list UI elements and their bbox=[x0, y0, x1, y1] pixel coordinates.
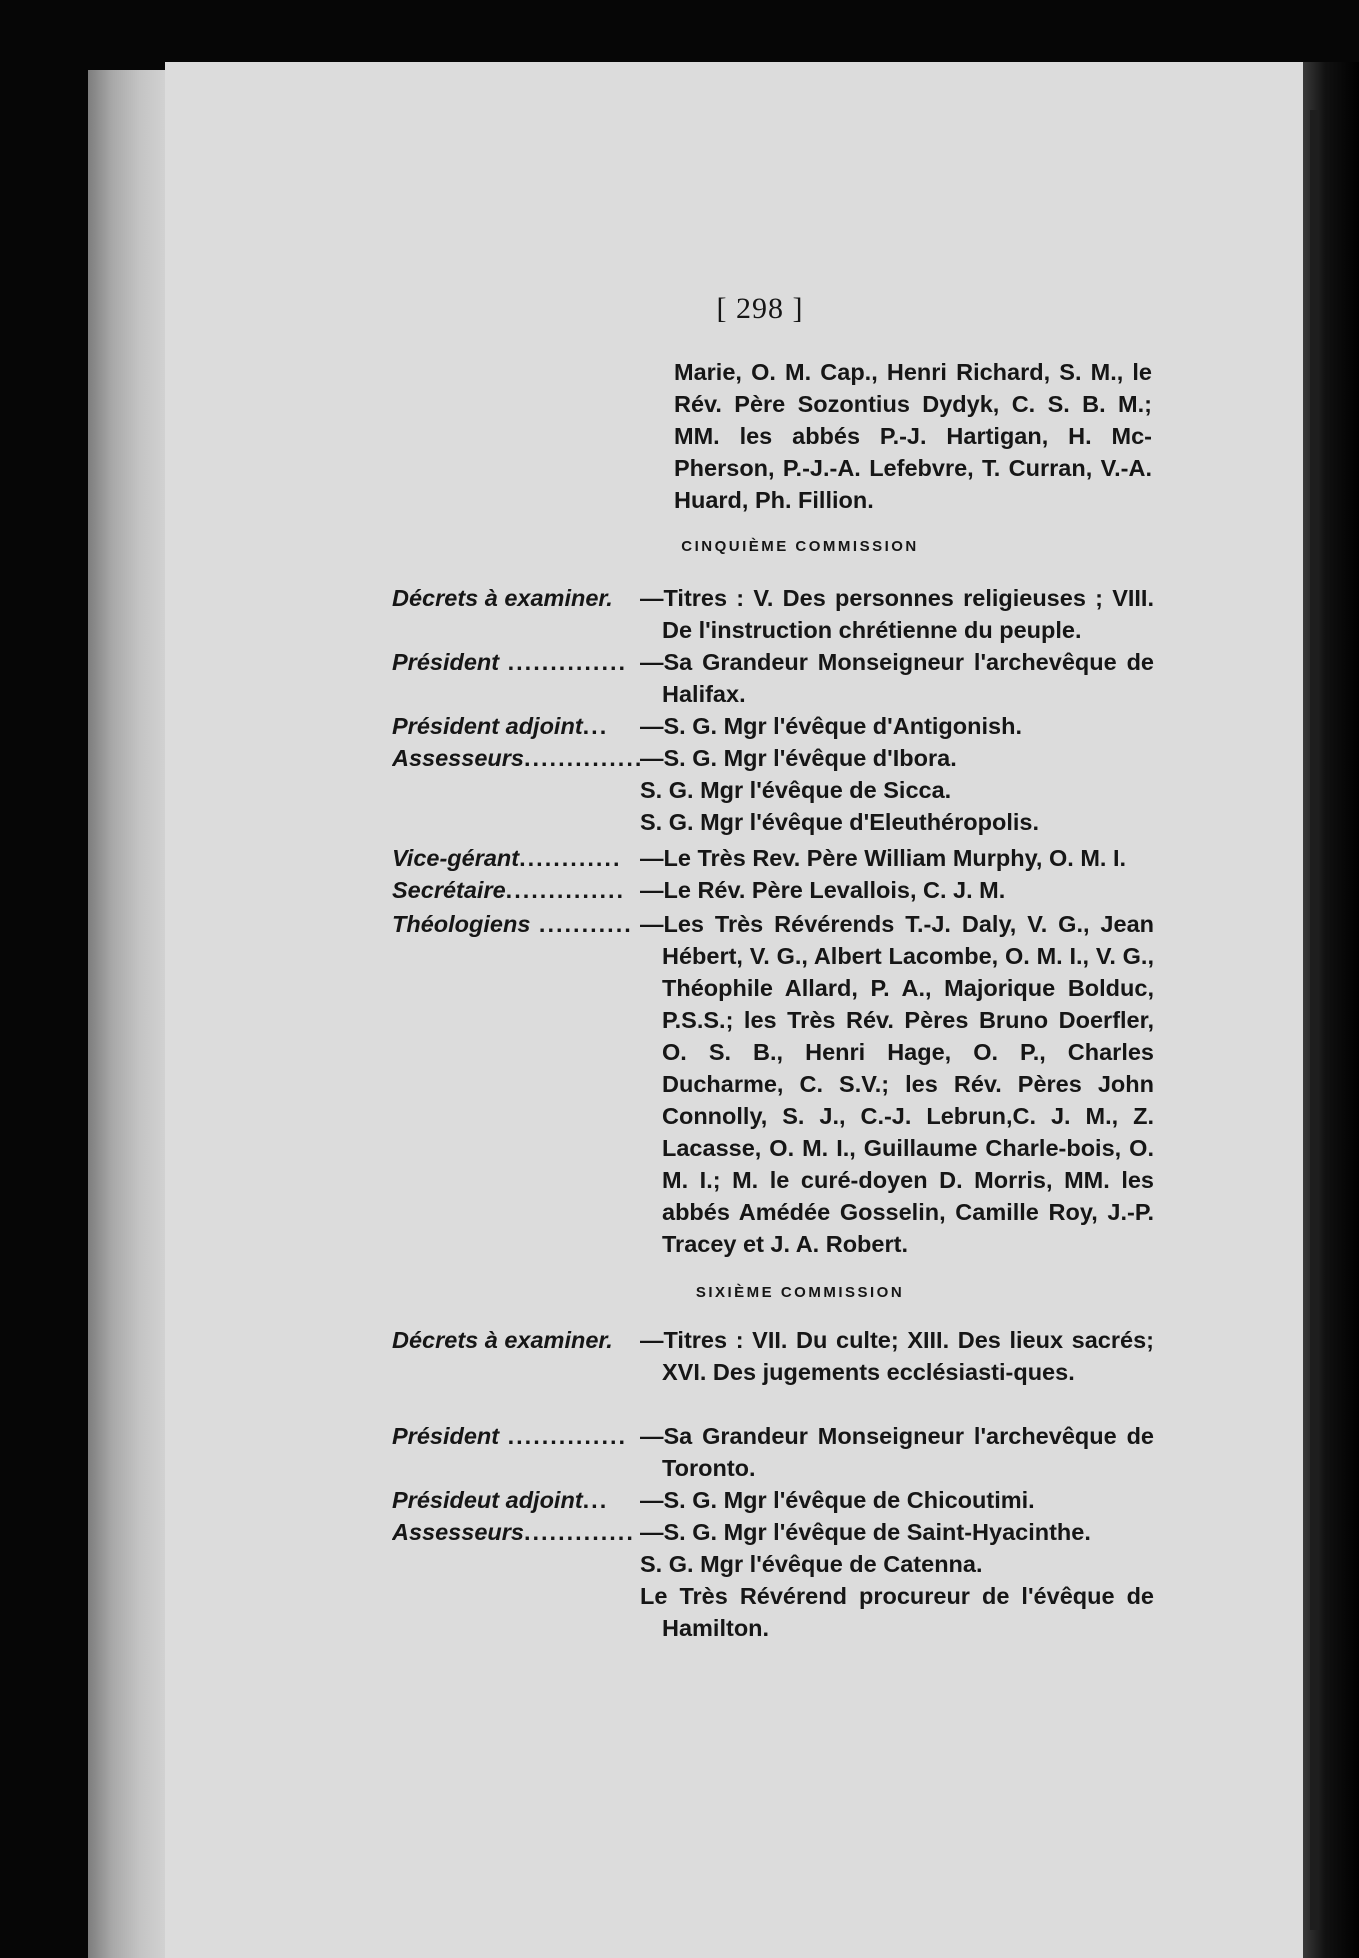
entry-text: —S. G. Mgr l'évêque d'Ibora. bbox=[640, 745, 957, 771]
entry-role: Secrétaire.............. bbox=[392, 877, 626, 903]
sixth-commission-title: SIXIÈME COMMISSION bbox=[695, 1284, 905, 1301]
entry-text: —S. G. Mgr l'évêque de Chicoutimi. bbox=[640, 1487, 1035, 1513]
entry-text: S. G. Mgr l'évêque de Catenna. bbox=[640, 1551, 983, 1577]
entry-role: Président adjoint... bbox=[392, 713, 609, 739]
entry-role: Présideut adjoint... bbox=[392, 1487, 609, 1513]
entry-role: Décrets à examiner. bbox=[392, 585, 613, 611]
continuation-paragraph: Marie, O. M. Cap., Henri Richard, S. M., le Rév. Père Sozontius Dydyk, C. S. B. M.; MM. les abbés P.-J. Hartigan, H. Mc-Pherson, P.-J.-A. Lefebvre, T. Curran, V.-A. Huard, Ph. Fillion. bbox=[674, 359, 1152, 513]
entry-text: —Titres : VII. Du culte; XIII. Des lieux sacrés; XVI. Des jugements ecclésiasti-ques. bbox=[640, 1327, 1154, 1385]
entry-role: Président .............. bbox=[392, 1423, 628, 1449]
entry-text: —Titres : V. Des personnes religieuses ; VIII. De l'instruction chrétienne du peuple. bbox=[640, 585, 1154, 643]
entry-role: Président .............. bbox=[392, 649, 628, 675]
entry-role: Assesseurs............. bbox=[392, 1519, 635, 1545]
entry-text: —S. G. Mgr l'évêque d'Antigonish. bbox=[640, 713, 1022, 739]
fifth-commission-title: CINQUIÈME COMMISSION bbox=[681, 538, 919, 555]
entry-text: —S. G. Mgr l'évêque de Saint-Hyacinthe. bbox=[640, 1519, 1091, 1545]
entry-role: Théologiens ........... bbox=[392, 911, 633, 937]
entry-text: S. G. Mgr l'évêque d'Eleuthéropolis. bbox=[640, 809, 1039, 835]
entry-text: —Le Très Rev. Père William Murphy, O. M. I. bbox=[640, 845, 1127, 871]
entry-text: S. G. Mgr l'évêque de Sicca. bbox=[640, 777, 952, 803]
entry-text: —Sa Grandeur Monseigneur l'archevêque de Halifax. bbox=[640, 649, 1154, 707]
entry-text: Le Très Révérend procureur de l'évêque de Hamilton. bbox=[640, 1583, 1154, 1641]
entry-role: Décrets à examiner. bbox=[392, 1327, 613, 1353]
entry-text: —Le Rév. Père Levallois, C. J. M. bbox=[640, 877, 1006, 903]
page-number: [ 298 ] bbox=[716, 292, 804, 325]
entry-text: —Les Très Révérends T.-J. Daly, V. G., Jean Hébert, V. G., Albert Lacombe, O. M. I., V. G., Théophile Allard, P. A., Majorique Bolduc, P.S.S.; les Très Rév. Pères Bruno Doerfler, O. S. B., Henri Hage, O. P., Charles Ducharme, C. S.V.; les Rév. Pères John Connolly, S. J., C.-J. Lebrun,C. J. M., Z. Lacasse, O. M. I., Guillaume Charle-bois, O. M. I.; M. le curé-doyen D. Morris, MM. les abbés Amédée Gosselin, Camille Roy, J.-P. Tracey et J. A. Robert. bbox=[640, 911, 1154, 1257]
entry-role: Vice-gérant............ bbox=[392, 845, 622, 871]
entry-role: Assesseurs.............. bbox=[392, 745, 644, 771]
entry-text: —Sa Grandeur Monseigneur l'archevêque de Toronto. bbox=[640, 1423, 1154, 1481]
